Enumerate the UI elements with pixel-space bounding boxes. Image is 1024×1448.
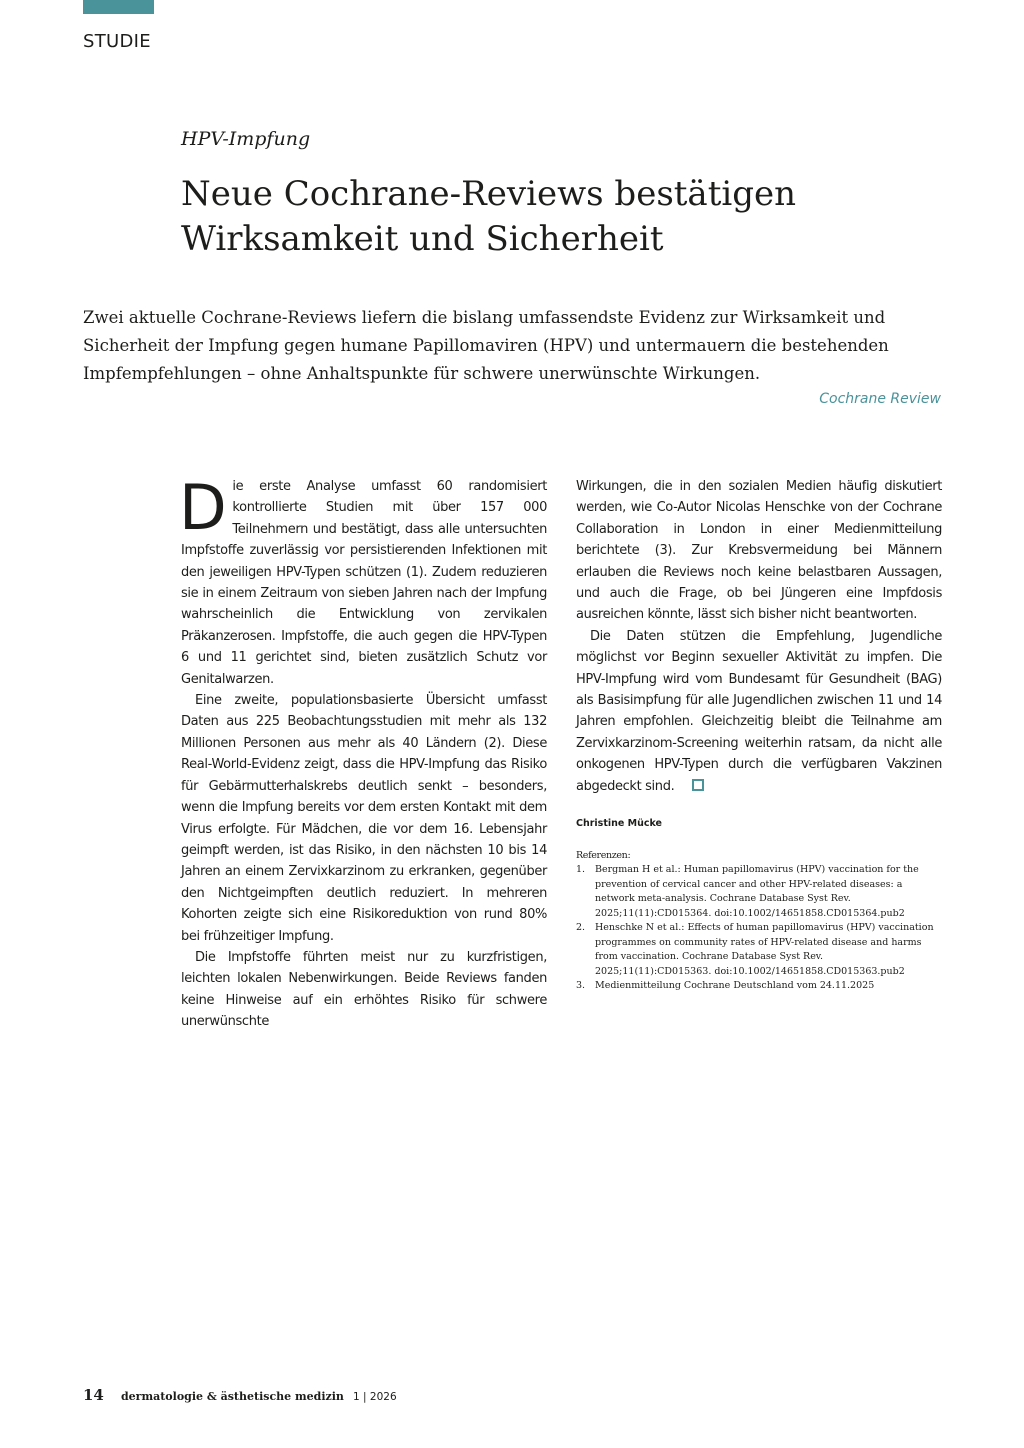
body-paragraph-4-text: Die Daten stützen die Empfehlung, Jugendliche möglichst vor Beginn sexueller Aktivität zu impfen. Die HPV-Impfung wird vom Bundesamt für Gesundheit (BAG) als Basisimpfung für alle Jugendlichen zwischen 11 und 14 Jahren empfohlen. Gleichzeitig bleibt die Teilnahme am Zervixkarzinom-Screening weiterhin ratsam, da nicht alle onkogenen HPV-Typen durch die verfügbaren Vakzinen abgedeckt sind. [576,628,942,794]
reference-number: 2. [576,922,586,933]
reference-text: Henschke N et al.: Effects of human papillomavirus (HPV) vaccination programmes on community rates of HPV-related disease and harms from vaccination. Cochrane Database Syst Rev. 2025;11(11):CD015363. doi:10.1002/14651858.CD015363.pub2 [595,922,934,977]
end-mark-icon [692,779,704,791]
author-name: Christine Mücke [576,818,662,830]
reference-number: 3. [576,980,586,991]
body-paragraph-3-continued [576,476,942,626]
article-source: Cochrane Review [819,391,941,407]
body-paragraph-1-text: ie erste Analyse umfasst 60 randomisiert kontrollierte Studien mit über 157 000 Teilnehmern und bestätigt, dass alle untersuchten Impfstoffe zuverlässig vor persistierenden Infektionen mit den jeweiligen HPV-Typen schützen (1). Zudem reduzieren sie in einem Zeitraum von sieben Jahren nach der Impfung wahrscheinlich die Entwicklung von zervikalen Präkanzerosen. Impfstoffe, die auch gegen die HPV-Typen 6 und 11 gerichtet sind, bieten zusätzlich Schutz vor Genitalwarzen. [181,479,547,687]
reference-text: Medienmitteilung Cochrane Deutschland vom 24.11.2025 [595,980,875,991]
journal-issue: 1 | 2026 [353,1391,397,1403]
article-lead: Zwei aktuelle Cochrane-Reviews liefern die bislang umfassendste Evidenz zur Wirksamkeit und Sicherheit der Impfung gegen humane Papillomaviren (HPV) und untermauern die bestehenden Impfempfehlungen – ohne Anhaltspunkte für schwere unerwünschte Wirkungen. [83,308,889,383]
body-paragraph-3 [181,947,547,1033]
references-list [576,863,942,994]
header-accent-bar [83,0,154,14]
body-paragraph-2: Eine zweite, populationsbasierte Übersicht umfasst Daten aus 225 Beobachtungsstudien mit mehr als 132 Millionen Personen aus mehr als 40 Ländern (2). Diese Real-World-Evidenz zeigt, dass die HPV-Impfung das Risiko für Gebärmutterhalskrebs deutlich senkt – besonders, wenn die Impfung bereits vor dem ersten Kontakt mit dem Virus erfolgte. Für Mädchen, die vor dem 16. Lebensjahr geimpft werden, ist das Risiko, in den nächsten 10 bis 14 Jahren an einem Zervixkarzinom zu erkranken, gegenüber den Nichtgeimpften deutlich reduziert. In mehreren Kohorten zeigte sich eine Risikoreduktion von rund 80% bei frühzeitiger Impfung. [181,693,547,944]
references [576,849,942,994]
body-paragraph-3-part-2: Wirkungen, die in den sozialen Medien häufig diskutiert werden, wie Co-Autor Nicolas Henschke von der Cochrane Collaboration in London in einer Medienmitteilung berichtete (3). Zur Krebsvermeidung bei Männern erlauben die Reviews noch keine belastbaren Aussagen, und auch die Frage, ob bei Jüngeren eine Impfdosis ausreichen könnte, lässt sich bisher nicht beantworten. [576,479,942,623]
reference-item [576,979,942,994]
body-paragraph-4 [576,626,942,797]
body-column-left [179,471,547,1033]
reference-text: Bergman H et al.: Human papillomavirus (HPV) vaccination for the prevention of cervical cancer and other HPV-related diseases: a network meta-analysis. Cochrane Database Syst Rev. 2025;11(11):CD015364. doi:10.1002/14651858.CD015364.pub2 [595,864,919,919]
article-title: Neue Cochrane-Reviews bestätigen Wirksamkeit und Sicherheit [181,174,797,259]
journal-name: dermatologie & ästhetische medizin [120,1390,344,1403]
reference-item [576,921,942,979]
page-number: 14 [83,1386,104,1404]
references-title: Referenzen: [576,849,631,861]
body-paragraph-1 [179,471,547,690]
drop-cap: D [179,471,227,544]
article-kicker: HPV-Impfung [181,128,311,150]
body-paragraph-3-part-1: Die Impfstoffe führten meist nur zu kurzfristigen, leichten lokalen Nebenwirkungen. Beide Reviews fanden keine Hinweise auf ein erhöhtes Risiko für schwere unerwünschte [181,949,547,1030]
reference-number: 1. [576,864,586,875]
reference-item [576,863,942,921]
section-label: STUDIE [83,31,151,52]
body-column-right [576,476,942,994]
page-footer [83,1385,397,1404]
